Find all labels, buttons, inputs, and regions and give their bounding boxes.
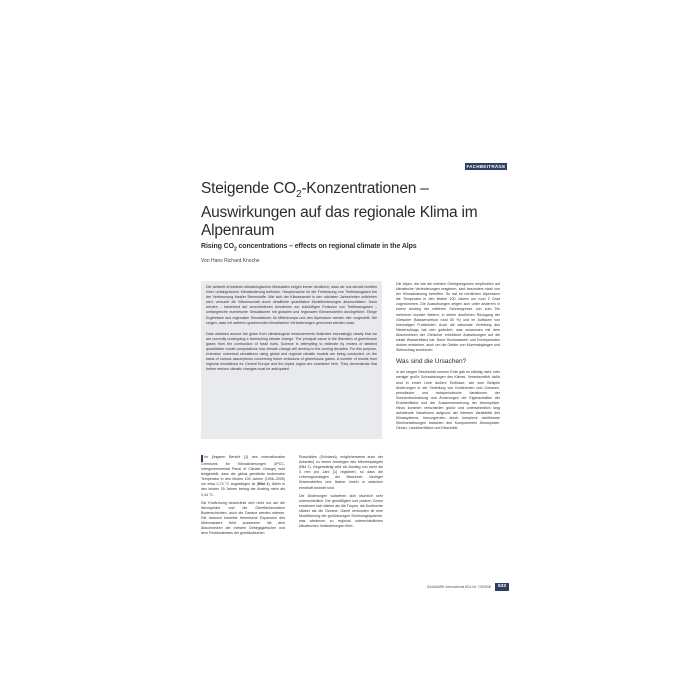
left-paragraph-2: Die Erwärmung beschränkt sich nicht nur auf die Atmosphäre und die Oberflächennahen Bodenschichten, auch die Ozeane werden wärmer. Die dadurch bewirkte thermische Expansion des Meerwassers führt zusammen mit dem Abschmelzen der meisten Gebirgsgletscher und dem Festlandseises der grönländischen	[201, 500, 285, 536]
left-p1-after: ). Allein in den letzten 25 Jahren betrug der Anstieg mehr als 0,44 °C.	[201, 482, 285, 497]
middle-paragraph-1: Eisschildes (Grönland), möglicherweise auch der Antarktis) zu einem Ansteigen des Meeresspiegels (Bild 1). Gegenwärtig wird ein Anstieg von mehr als 3 mm pro Jahr [1] registriert, so dass die Lebensgrundlagen der Bewohner niedriger Küstenstreifen und flacher Inseln in zwischen ernsthaft bedroht sind.	[299, 455, 383, 490]
body-column-right	[396, 282, 500, 434]
right-paragraph-2: In der langen Geschichte unserer Erde gab es ständig mehr oder weniger große Schwankungen des Klimas. Verantwortlich dafür sind in erster Linie äußere Einflüsse, wie zum Beispiel Änderungen in der Verteilung von Kontinenten und Ozeanen, periodische und nichtperiodische Variationen der Sonneneinstrahlung und Änderungen der Eigenschaften der Erdoberfläche und der Zusammensetzung der Atmosphäre. Hinzu kommen verschieden große und unterschiedlich lang anhaltende Variationen aufgrund der internen Variabilität des Klimasystems, hervorgerufen durch komplexe nichtlineare Wechselwirkungen zwischen den Komponenten Atmosphäre, Ozean, Landoberfläche und Eisschilde.	[396, 370, 500, 431]
right-paragraph-1: Die Alpen, die wie die meisten Gebirgsregionen empfindlich auf klimatische Veränderungen reagieren, sind besonders stark von der Klimaänderung betroffen. So hat es nördlichen Alpenraum die Temperatur in den letzten 100 Jahren um rund 2 Grad zugenommen. Die Auswirkungen zeigen sich unter anderem in einem Anstieg der mittleren Schneegrenze von zum Teil mehreren hundert Metern, in einem deutlichen Rückgang der Gletscher (Massenverlust rund 50 %) und im Auftauen von ehemaligen Frostböden. Auch die saisonale Verteilung des Niederschlags hat sich geändert; was zusammen mit dem Abschmelzen der Gletscher erhebliche Auswirkungen auf die lokale Wasserbilanz hat. Neue Hochwassern und Dürreperioden drohen entstehen, auch um die Gefahr von Murenabgängen und Steinschlag zunehmen.	[396, 282, 500, 353]
author-line: Von Hans Richard Knoche	[201, 258, 260, 264]
abstract-german: Die weltweit erhobenen klimatologischen Messdaten zeigen immer deutlicher, dass wir uns derzeit inmitten einer umfangreichen Klimaänderung befinden. Hauptursache ist die Freisetzung von Treibhausgasen bei der Verbrennung fossiler Brennstoffe. Wie sich der Klimawandel in den nächsten Jahrzehnten vollziehen wird, versucht die Wissenschaft durch detaillierte quantitative Modellrechnungen abzuschätzen. Dazu werden – basierend auf verschiedenen Annahmen zur zukünftigen Emission von Treibhausgasen – umfangreiche numerische Simulationen mit globalen und regionalen Klimamodellen durchgeführt. Einige Ergebnisse aus regionalen Simulationen für Mitteleuropa und den Alpenraum werden hier vorgestellt. Sie zeigen, dass mit weiteren gravierenden klimatischen Veränderungen gerechnet werden muss.	[206, 285, 377, 325]
subtitle-suffix: concentrations – effects on regional climate in the Alps	[236, 243, 417, 250]
dropcap-bar	[201, 455, 203, 462]
title-suffix: -Konzentrationen – Auswirkungen auf das regionale Klima im Alpenraum	[201, 180, 478, 240]
title-subscript: 2	[295, 189, 302, 201]
footer-journal: GAIAMARK international 8/11-Nr. 7/8/2008	[426, 585, 491, 589]
figure-reference: Bild 1	[258, 482, 269, 487]
body-column-left	[201, 455, 285, 539]
page-number: 533	[495, 583, 509, 591]
abstract-english: Data obtained around the globe from climatological measurements illustrates increasingly clearly that we are currently undergoing a farreaching climate change. The principal cause is the liberation of greenhouse gases from the combustion of fossil fuels. Science is attempting to estimate by means of detailed quantitative model computations how climate change will develop in the coming decades. For this purpose, extensive numerical simulations using global and regional climatic models are being conducted, on the basis of various assumptions concerning future emissions of greenhouse gases. A number of results from regional simulations for Central Europe and the Alpine region are examined here. They demonstrate that further serious climatic changes must be anticipated.	[206, 331, 377, 372]
section-tag: FACHBEITRÄGE	[466, 164, 506, 169]
subtitle-subscript: 2	[233, 246, 237, 253]
subtitle-prefix: Rising CO	[201, 243, 234, 250]
left-p1-before: Im jüngsten Bericht [1] des internationalen Gremiums für Klimaänderungen (IPCC, Intergovernmental Panel of Climate Change) wird festgestellt, dass die global gemittelte bodennahe Temperatur in den letzten 100 Jahren (1906–2005) um etwa 0,74 °C angestiegen ist (	[201, 455, 285, 487]
middle-paragraph-2: Die Änderungen vollziehen sich räumlich sehr unterschiedlich. Die gemäßigten und polaren Zonen erwärmen sich stärker als die Tropen, die Kontinente stärker als die Ozeane. Damit verbunden ist eine Modifizierung der großräumigen Strömungssysteme, was wiederum zu regional unterschiedlichen klimatischen Veränderungen führt.	[299, 493, 383, 529]
left-paragraph-1	[201, 455, 285, 498]
article-title	[201, 180, 501, 240]
abstract-box	[201, 281, 382, 439]
body-column-middle	[299, 455, 383, 532]
title-prefix: Steigende CO	[201, 180, 296, 197]
article-subtitle	[201, 242, 501, 254]
section-heading: Was sind die Ursachen?	[396, 358, 467, 366]
